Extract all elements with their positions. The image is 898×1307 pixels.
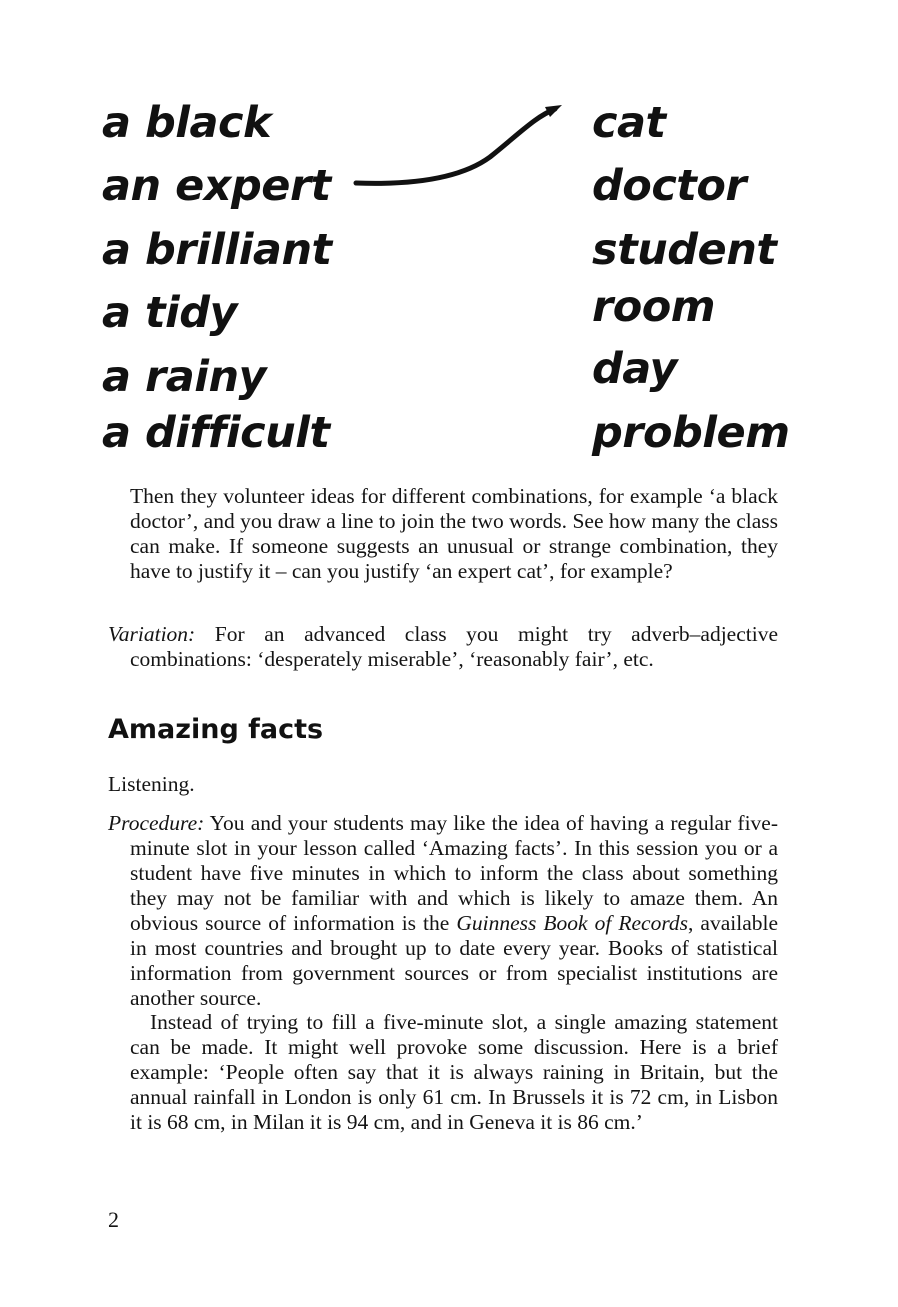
- left-phrase-4: a tidy: [102, 288, 238, 338]
- connecting-line: [350, 95, 590, 205]
- variation-label: Variation:: [108, 622, 196, 646]
- variation-paragraph: [108, 622, 778, 672]
- page-number: 2: [108, 1207, 119, 1232]
- section-skill: Listening.: [108, 772, 195, 796]
- left-phrase-2: an expert: [102, 161, 331, 211]
- left-phrase-6: a difficult: [102, 408, 330, 458]
- procedure-label: Procedure:: [108, 811, 205, 835]
- procedure-book-title: Guinness Book of Records: [456, 911, 689, 935]
- variation-text: For an advanced class you might try adverb–adjective combinations: ‘desperately miserable’, ‘reasonably fair’, etc.: [130, 622, 779, 671]
- left-phrase-1: a black: [102, 98, 272, 148]
- right-word-5: day: [592, 344, 678, 394]
- right-word-2: doctor: [592, 161, 747, 211]
- procedure-paragraph: [108, 811, 778, 1011]
- section-title: Amazing facts: [108, 714, 324, 745]
- right-word-1: cat: [592, 98, 666, 148]
- intro-paragraph: Then they volunteer ideas for different combinations, for example ‘a black doctor’, and you draw a line to join the two words. See how many the class can make. If someone suggests an unusual or strange combination, they have to justify it – can you justify ‘an expert cat’, for example?: [130, 484, 778, 583]
- left-phrase-3: a brilliant: [102, 225, 332, 275]
- procedure-text-2: , available in most countries and brought up to date every year. Books of statistical information from government sources or from specialist institutions are another source.: [130, 911, 779, 1010]
- right-word-4: room: [592, 282, 716, 332]
- right-word-3: student: [592, 225, 777, 275]
- right-word-6: problem: [592, 408, 790, 458]
- example-paragraph: Instead of trying to fill a five-minute slot, a single amazing statement can be made. It might well provoke some discussion. Here is a brief example: ‘People often say that it is always raining in Britain, but the annual rainfall in London is only 61 cm. In Brussels it is 72 cm, in Lisbon it is 68 cm, in Milan it is 94 cm, and in Geneva it is 86 cm.’: [130, 1010, 778, 1134]
- left-phrase-5: a rainy: [102, 352, 267, 402]
- procedure-text-1: You and your students may like the idea of having a regular five-minute slot in your lesson called ‘Amazing facts’. In this session you or a student have five minutes in which to inform the class about something they may not be familiar with and which is likely to amaze them. An obvious source of information is the: [130, 811, 778, 935]
